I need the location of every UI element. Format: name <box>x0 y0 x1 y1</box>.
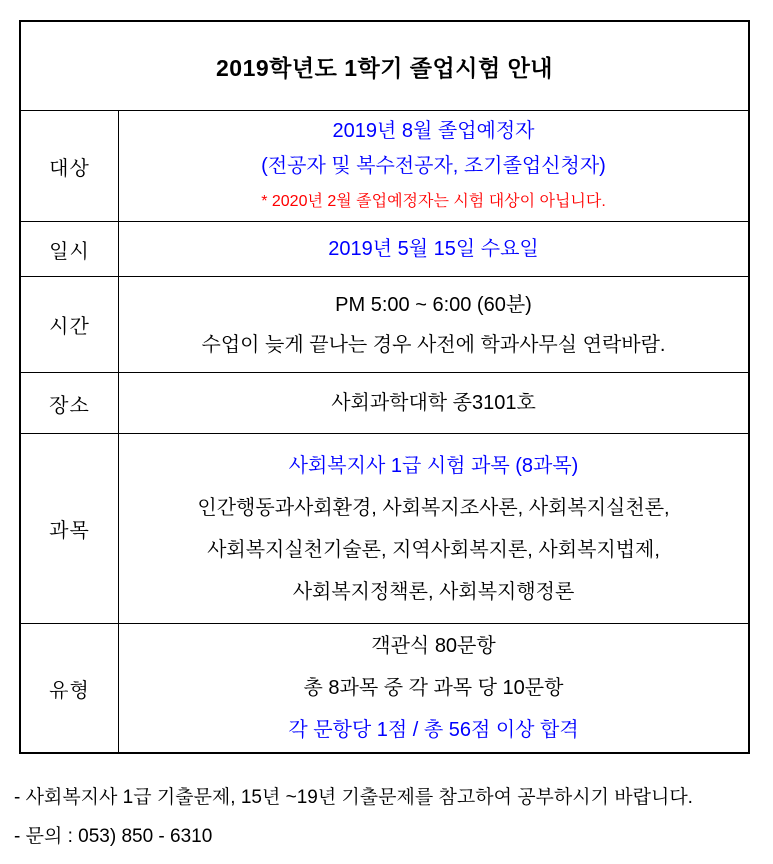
target-warning-note: * 2020년 2월 졸업예정자는 시험 대상이 아닙니다. <box>261 192 606 210</box>
subjects-heading: 사회복지사 1급 시험 과목 (8과목) <box>288 454 579 477</box>
format-line-2: 총 8과목 중 각 과목 당 10문항 <box>303 677 564 699</box>
table-row-time <box>21 276 748 372</box>
footer-note-contact: - 문의 : 053) 850 - 6310 <box>14 826 213 847</box>
row-content-target <box>119 111 748 221</box>
row-content-place <box>119 373 748 433</box>
footer-note-study: - 사회복지사 1급 기출문제, 15년 ~19년 기출문제를 참고하여 공부하시기 바랍니다. <box>14 787 693 808</box>
target-line-1: 2019년 8월 졸업예정자 <box>332 119 535 142</box>
page-title: 2019학년도 1학기 졸업시험 안내 <box>215 54 554 81</box>
table-row-datetime <box>21 221 748 276</box>
subjects-line-2: 사회복지실천기술론, 지역사회복지론, 사회복지법제, <box>207 538 660 561</box>
row-label-datetime: 일시 <box>21 222 119 276</box>
row-content-subjects <box>119 434 748 623</box>
table-row-target <box>21 110 748 221</box>
row-content-time <box>119 277 748 372</box>
table-row-format <box>21 623 748 752</box>
table-row-place <box>21 372 748 433</box>
time-line-2: 수업이 늦게 끝나는 경우 사전에 학과사무실 연락바람. <box>201 333 666 356</box>
format-pass-criteria: 각 문항당 1점 / 총 56점 이상 합격 <box>288 719 579 741</box>
title-row <box>21 22 748 110</box>
datetime-line-1: 2019년 5월 15일 수요일 <box>328 238 539 260</box>
time-line-1: PM 5:00 ~ 6:00 (60분) <box>335 293 532 316</box>
place-line-1: 사회과학대학 종3101호 <box>331 392 536 414</box>
row-content-format <box>119 624 748 752</box>
format-line-1: 객관식 80문항 <box>371 635 496 657</box>
subjects-line-3: 사회복지정책론, 사회복지행정론 <box>292 580 575 603</box>
row-label-place: 장소 <box>21 373 119 433</box>
notice-table <box>19 20 750 754</box>
row-label-target: 대상 <box>21 111 119 221</box>
row-content-datetime <box>119 222 748 276</box>
table-row-subjects <box>21 433 748 623</box>
row-label-format: 유형 <box>21 624 119 752</box>
target-line-2: (전공자 및 복수전공자, 조기졸업신청자) <box>261 154 606 177</box>
row-label-subjects: 과목 <box>21 434 119 623</box>
row-label-time: 시간 <box>21 277 119 372</box>
footer-notes <box>14 778 693 856</box>
subjects-line-1: 인간행동과사회환경, 사회복지조사론, 사회복지실천론, <box>197 496 670 519</box>
